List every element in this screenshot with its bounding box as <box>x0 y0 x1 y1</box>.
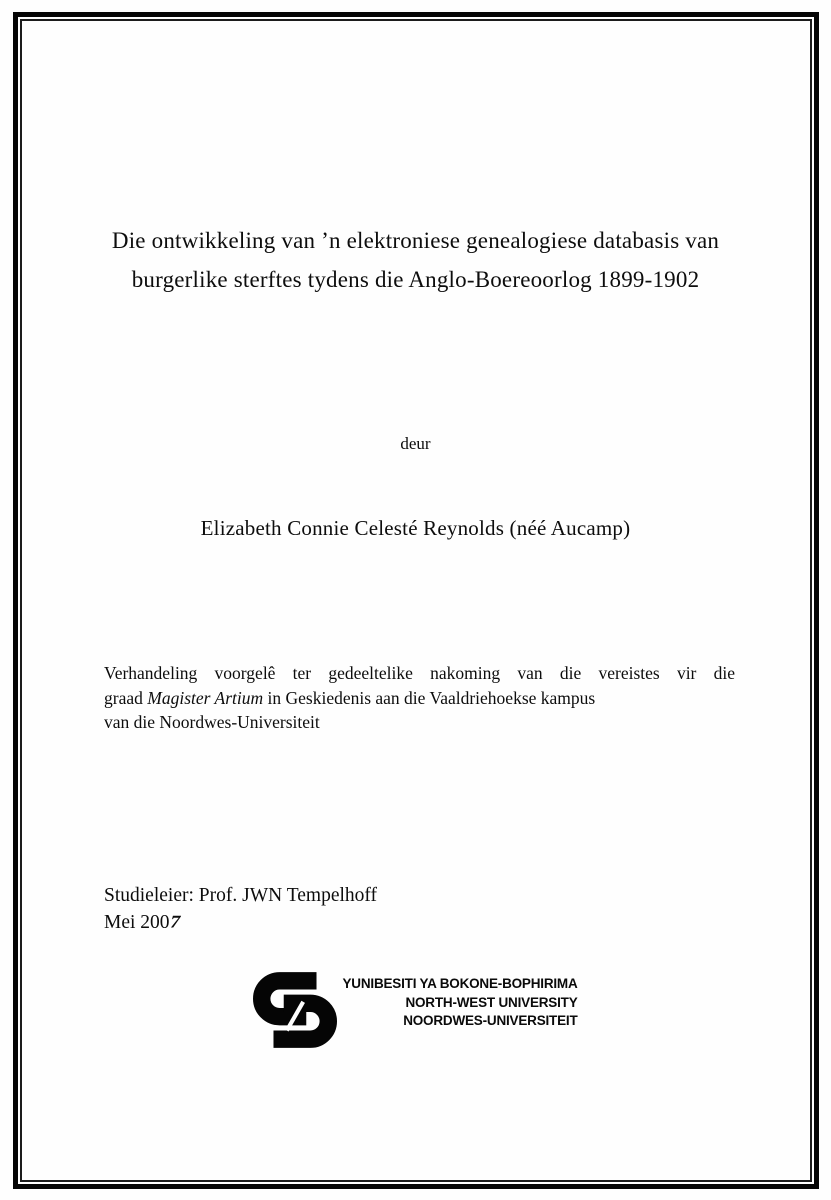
title-line-2: burgerlike sterftes tydens die Anglo-Boereoorlog 1899-1902 <box>131 267 700 293</box>
logo-line-3: NOORDWES-UNIVERSITEIT <box>403 1013 578 1028</box>
supervisor-block <box>104 883 377 936</box>
degree-name-italic: Magister Artium <box>147 687 264 708</box>
title-line-1: Die ontwikkeling van ’n elektroniese genealogiese databasis van <box>111 228 720 254</box>
author-name: Elizabeth Connie Celesté Reynolds (néé Aucamp) <box>200 516 631 540</box>
nwu-logo-icon <box>253 972 337 1048</box>
degree-statement <box>104 661 735 735</box>
date-line <box>104 910 377 937</box>
supervisor-line: Studieleier: Prof. JWN Tempelhoff <box>104 885 378 906</box>
statement-line-2-post: in Geskiedenis aan die Vaaldriehoekse kampus <box>263 687 596 708</box>
date-prefix: Mei 200 <box>104 911 170 933</box>
statement-line-2-pre: graad <box>104 687 148 708</box>
page-title <box>60 221 771 299</box>
date-final-digit: 7 <box>167 912 182 932</box>
byline: deur <box>400 434 431 453</box>
nwu-logo <box>0 972 831 1048</box>
logo-line-1: YUNIBESITI YA BOKONE-BOPHIRIMA <box>342 976 578 991</box>
statement-line-2 <box>104 686 735 711</box>
statement-line-1: Verhandeling voorgelê ter gedeeltelike nakoming van die vereistes vir die <box>104 663 735 683</box>
nwu-logo-text <box>342 972 577 1031</box>
logo-line-2: NORTH-WEST UNIVERSITY <box>405 994 578 1010</box>
statement-line-3: van die Noordwes-Universiteit <box>104 712 320 732</box>
